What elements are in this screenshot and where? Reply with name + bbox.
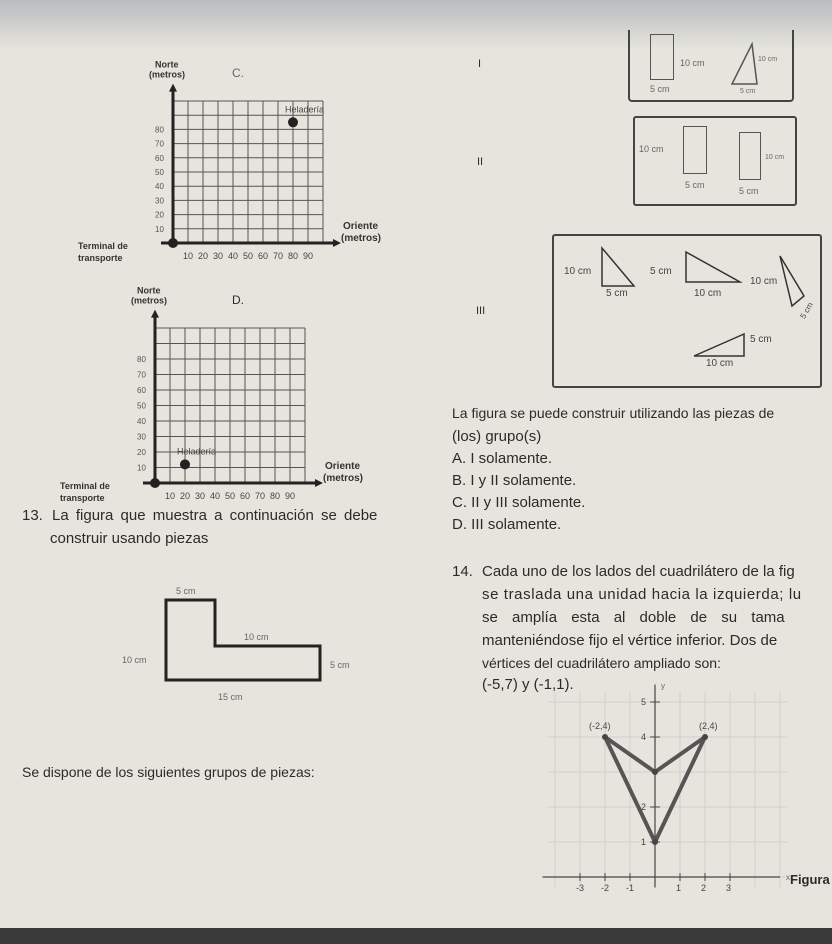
x-axis-title: (metros) bbox=[341, 233, 382, 244]
y-tick-label: 80 bbox=[137, 355, 146, 364]
dim-label: 10 cm bbox=[680, 58, 705, 68]
y-tick-label: 70 bbox=[137, 370, 146, 380]
q14-line: se amplía esta al doble de su tama bbox=[482, 609, 785, 626]
y-tick-label: 80 bbox=[155, 125, 164, 135]
q13-number: 13. bbox=[22, 507, 43, 524]
q13-stem-line1: La figura que muestra a continuación se debe bbox=[52, 507, 378, 524]
dim-label: 5 cm bbox=[650, 266, 672, 277]
x-tick-label: 70 bbox=[273, 251, 284, 261]
y-tick-label: 70 bbox=[155, 139, 164, 149]
triangle-piece-4 bbox=[694, 334, 744, 356]
origin-point bbox=[168, 238, 178, 248]
option-d-label: D. bbox=[232, 293, 244, 307]
vertex-label: (-2,4) bbox=[589, 721, 611, 731]
vertex-label: (2,4) bbox=[699, 721, 718, 731]
y-tick-label: 5 bbox=[641, 697, 647, 707]
x-tick-label: 70 bbox=[255, 491, 266, 501]
y-axis-arrow bbox=[151, 310, 159, 318]
y-axis-title: (metros) bbox=[131, 295, 168, 306]
dim-label: 5 cm bbox=[740, 88, 756, 95]
x-tick-label: 20 bbox=[180, 491, 191, 501]
x-axis-title: Oriente bbox=[343, 221, 379, 232]
vertex-point bbox=[702, 734, 708, 740]
x-tick-label: 40 bbox=[210, 491, 221, 501]
figure-label: Figura bbox=[790, 872, 830, 887]
dim-top: 5 cm bbox=[176, 586, 196, 596]
x-tick-label: 3 bbox=[726, 883, 732, 893]
x-tick-label: 60 bbox=[258, 251, 269, 261]
dim-bottom: 15 cm bbox=[218, 692, 243, 702]
dim-left: 10 cm bbox=[122, 655, 147, 665]
pieces-intro: Se dispone de los siguientes grupos de piezas: bbox=[22, 764, 315, 780]
y-axis-label: y bbox=[661, 681, 665, 691]
q13-prompt-line2: (los) grupo(s) bbox=[452, 428, 542, 445]
page-shadow-bottom bbox=[0, 928, 832, 944]
dim-label: 10 cm bbox=[758, 56, 778, 63]
triangle-pieces bbox=[554, 236, 820, 386]
q13-stem-line2: construir usando piezas bbox=[50, 530, 209, 547]
x-tick-label: 60 bbox=[240, 491, 251, 501]
rectangle-piece bbox=[739, 132, 761, 180]
x-tick-label: 10 bbox=[165, 491, 176, 501]
dim-label: 5 cm bbox=[739, 186, 759, 196]
origin-label: Terminal de bbox=[60, 481, 110, 491]
x-tick-label: 90 bbox=[303, 251, 314, 261]
dim-label: 5 cm bbox=[798, 300, 815, 321]
origin-point bbox=[150, 478, 160, 488]
dim-right: 5 cm bbox=[330, 660, 350, 670]
triangle-piece-2 bbox=[686, 252, 740, 282]
x-tick-label: -2 bbox=[601, 883, 610, 893]
origin-label: Terminal de bbox=[78, 241, 128, 251]
vertex-point bbox=[652, 839, 658, 845]
x-tick-label: 40 bbox=[228, 251, 239, 261]
q14-line: vértices del cuadrilátero ampliado son: bbox=[482, 655, 721, 671]
q14-line: manteniéndose fijo el vértice inferior. Dos de bbox=[482, 632, 778, 649]
x-tick-label: 90 bbox=[285, 491, 296, 501]
dim-label: 5 cm bbox=[606, 288, 628, 299]
y-axis-title: Norte bbox=[137, 285, 161, 296]
q13-option-d[interactable]: D. III solamente. bbox=[452, 516, 562, 533]
q13-option-c[interactable]: C. II y III solamente. bbox=[452, 494, 586, 511]
q13-option-a[interactable]: A. I solamente. bbox=[452, 450, 553, 467]
rectangle-piece bbox=[683, 126, 707, 174]
dim-label: 10 cm bbox=[750, 276, 778, 287]
y-tick-label: 4 bbox=[641, 732, 647, 742]
x-tick-label: -1 bbox=[626, 883, 635, 893]
x-tick-label: 50 bbox=[243, 251, 254, 261]
y-tick-label: 50 bbox=[137, 401, 146, 411]
y-tick-label: 60 bbox=[155, 153, 164, 163]
y-tick-label: 40 bbox=[155, 182, 164, 192]
y-tick-label: 30 bbox=[155, 196, 164, 206]
x-tick-label: -3 bbox=[576, 883, 585, 893]
x-tick-label: 20 bbox=[198, 251, 209, 261]
x-tick-label: 2 bbox=[701, 883, 707, 893]
x-axis-label: x bbox=[786, 873, 790, 882]
x-tick-label: 30 bbox=[213, 251, 224, 261]
y-tick-label: 50 bbox=[155, 168, 164, 177]
y-axis-arrow bbox=[169, 84, 177, 92]
dim-label: 5 cm bbox=[750, 334, 772, 345]
group-ii-label: II bbox=[477, 156, 484, 168]
vertex-point bbox=[602, 734, 608, 740]
group-i-box bbox=[628, 30, 794, 102]
y-tick-label: 20 bbox=[155, 210, 164, 220]
heladeria-label: Heladería bbox=[177, 446, 217, 457]
y-axis-title: (metros) bbox=[149, 69, 186, 80]
x-axis-title: Oriente bbox=[325, 461, 361, 472]
group-iii-label: III bbox=[476, 305, 486, 317]
dim-label: 10 cm bbox=[765, 154, 785, 161]
graph-d bbox=[60, 285, 400, 510]
q14-line: (-5,7) y (-1,1). bbox=[482, 676, 574, 693]
q14-number: 14. bbox=[452, 563, 473, 580]
quadrilateral-figure bbox=[540, 680, 832, 910]
y-tick-label: 10 bbox=[137, 463, 146, 473]
heladeria-point bbox=[288, 117, 298, 127]
origin-label: transporte bbox=[78, 253, 123, 263]
dim-label: 10 cm bbox=[564, 266, 592, 277]
y-tick-label: 20 bbox=[137, 448, 146, 457]
triangle-piece-3 bbox=[780, 256, 804, 306]
x-tick-label: 80 bbox=[288, 251, 299, 261]
x-tick-label: 10 bbox=[183, 251, 194, 261]
x-axis-arrow bbox=[333, 239, 341, 247]
group-iii-box bbox=[552, 234, 822, 388]
x-tick-label: 80 bbox=[270, 491, 281, 501]
triangle-piece-1 bbox=[602, 248, 634, 286]
y-tick-label: 1 bbox=[641, 837, 647, 847]
y-tick-label: 40 bbox=[137, 417, 146, 426]
group-i-label: I bbox=[478, 58, 482, 70]
dim-step: 10 cm bbox=[244, 632, 269, 642]
q14-line: Cada uno de los lados del cuadrilátero de la fig bbox=[482, 563, 795, 580]
x-axis-title: (metros) bbox=[323, 473, 364, 484]
dim-label: 5 cm bbox=[685, 180, 705, 190]
triangle-piece bbox=[730, 42, 760, 87]
dim-label: 10 cm bbox=[639, 144, 664, 154]
vertex-point bbox=[652, 769, 658, 775]
q13-option-b[interactable]: B. I y II solamente. bbox=[452, 472, 577, 489]
dim-label: 10 cm bbox=[706, 358, 734, 369]
x-axis-arrow bbox=[315, 479, 323, 487]
y-axis-title: Norte bbox=[155, 59, 179, 70]
dim-label: 10 cm bbox=[694, 288, 722, 299]
q13-prompt-line1: La figura se puede construir utilizando las piezas de bbox=[452, 405, 775, 421]
x-tick-label: 30 bbox=[195, 491, 206, 501]
group-ii-box bbox=[633, 116, 797, 206]
dim-label: 5 cm bbox=[650, 84, 670, 94]
x-tick-label: 50 bbox=[225, 491, 236, 501]
y-tick-label: 10 bbox=[155, 224, 164, 234]
x-tick-label: 1 bbox=[676, 883, 682, 893]
y-tick-label: 2 bbox=[641, 802, 647, 812]
graph-c bbox=[60, 59, 400, 280]
option-c-label: C. bbox=[232, 66, 244, 80]
y-tick-label: 30 bbox=[137, 432, 146, 442]
origin-label: transporte bbox=[60, 493, 105, 503]
heladeria-label: Heladería bbox=[285, 104, 325, 115]
rectangle-piece bbox=[650, 34, 674, 80]
q14-line: se traslada una unidad hacia la izquierda; lu bbox=[482, 586, 802, 603]
y-tick-label: 60 bbox=[137, 386, 146, 395]
heladeria-point bbox=[180, 459, 190, 469]
